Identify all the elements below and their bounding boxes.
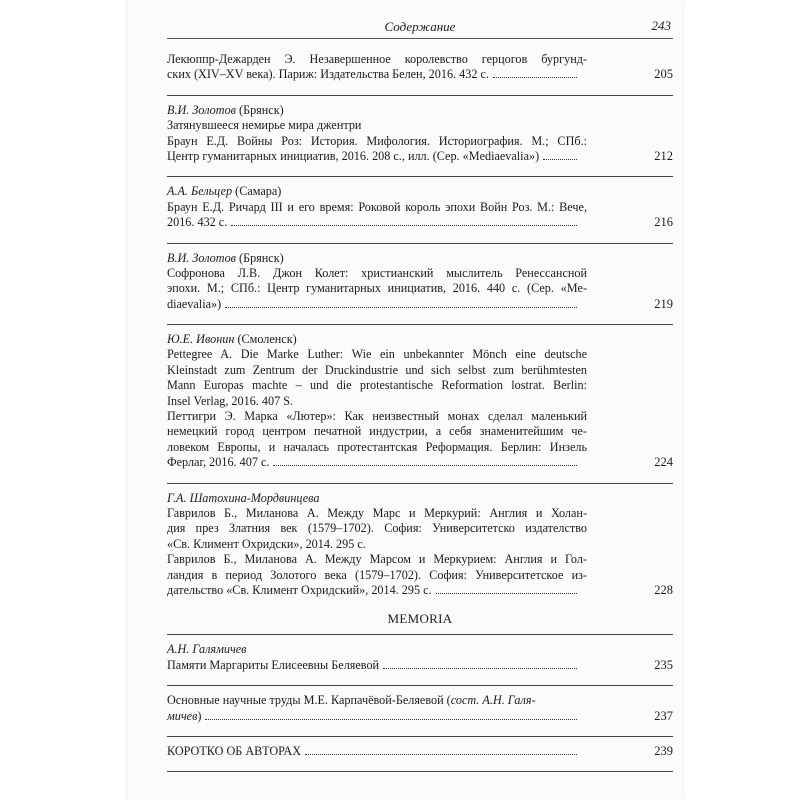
entry-title-line: ландия в период Золотого века (1579–1702). София: Университетское из- — [167, 567, 587, 582]
entry-page-ref[interactable]: 239 — [654, 743, 673, 758]
entry-divider — [167, 95, 673, 96]
entry-title-line: Браун Е.Д. Войны Роз: История. Мифология. Историография. М.; СПб.: — [167, 133, 587, 148]
entry-author: А.Н. Галямичев — [167, 642, 247, 657]
toc-entry — [167, 744, 673, 765]
entry-title-line: Памяти Маргариты Елисеевны Беляевой 235 — [167, 657, 673, 672]
entry-city: (Смоленск) — [237, 332, 297, 347]
entry-divider — [167, 634, 673, 635]
toc-entry — [167, 642, 673, 679]
entry-page-ref[interactable]: 205 — [654, 67, 673, 82]
entry-title-line: Mann Europas machte – und die protestantische Reformation lostrat. Berlin: — [167, 378, 587, 393]
entry-divider — [167, 483, 673, 484]
entry-title-line: Софронова Л.В. Джон Колет: христианский мыслитель Ренессансной — [167, 265, 587, 280]
entry-author-line — [167, 332, 673, 347]
entry-author: А.А. Бельцер — [167, 184, 233, 199]
entry-title-line: дия през Златния век (1579–1702). София: Университетско издателство — [167, 521, 587, 536]
book-page — [128, 0, 682, 800]
entry-title-line: 2016. 432 с. 216 — [167, 215, 673, 230]
entry-title-line: Затянувшееся немирье мира джентри — [167, 118, 362, 133]
entry-page-ref[interactable]: 224 — [654, 455, 673, 470]
toc-entry — [167, 332, 673, 477]
entry-title-line: Лекюппр-Дежарден Э. Незавершенное королевство герцогов бургунд- — [167, 52, 587, 66]
toc-entry — [167, 184, 673, 236]
entry-page-ref[interactable]: 228 — [654, 582, 673, 597]
entry-divider — [167, 324, 673, 325]
entry-divider — [167, 176, 673, 177]
entry-author: В.И. Золотов — [167, 102, 236, 117]
running-header — [167, 10, 673, 39]
entry-author-line — [167, 103, 673, 118]
entry-city: (Брянск) — [239, 102, 284, 117]
entry-page-ref[interactable]: 235 — [654, 657, 673, 672]
toc-entry — [167, 103, 673, 171]
entry-title-line: Петтигри Э. Марка «Лютер»: Как неизвестный монах сделал маленький — [167, 409, 587, 424]
entry-title-line: Ферлаг, 2016. 407 с. 224 — [167, 455, 673, 470]
entry-divider — [167, 736, 673, 737]
entry-page-ref[interactable]: 219 — [654, 296, 673, 311]
entry-author: Г.А. Шатохина-Мордвинцева — [167, 490, 320, 505]
entry-title-line: Гаврилов Б., Миланова А. Между Марс и Меркурий: Англия и Холан- — [167, 505, 587, 520]
entry-title-line: Kleinstadt zum Zentrum der Druckindustrie und sich selbst zum berühmtesten — [167, 362, 587, 377]
entry-page-ref[interactable]: 212 — [654, 148, 673, 163]
entry-title-line: Основные научные труды М.Е. Карпачёвой-Беляевой (сост. А.Н. Галя- — [167, 693, 536, 708]
entry-title-line: эпохи. М.; СПб.: Центр гуманитарных инициатив, 2016. 440 с. (Сер. «Me- — [167, 281, 587, 296]
entry-page-ref[interactable]: 237 — [654, 708, 673, 723]
entry-title-line: ских (XIV–XV века). Париж: Издательства Белен, 2016. 432 с. 205 — [167, 67, 673, 82]
entry-author-line — [167, 642, 673, 657]
entry-title-line: Гаврилов Б., Миланова А. Между Марсом и Меркурием: Англия и Гол- — [167, 552, 587, 567]
toc-entry — [167, 491, 673, 605]
toc-entry — [167, 52, 673, 89]
authors-section-title: КОРОТКО ОБ АВТОРАХ — [167, 743, 301, 758]
entry-title-line: Pettegree A. Die Marke Luther: Wie ein unbekannter Mönch eine deutsche — [167, 347, 587, 362]
entry-author-line — [167, 184, 673, 199]
entry-title-line: ловеком Европы, и началась протестантская Реформация. Берлин: Инзель — [167, 439, 587, 454]
section-heading-memoria: MEMORIA — [387, 611, 453, 627]
entry-city: (Брянск) — [239, 250, 284, 265]
entry-title-line: diaevalia») 219 — [167, 296, 673, 311]
table-of-contents — [167, 52, 673, 779]
page-number: 243 — [651, 18, 671, 33]
toc-entry — [167, 251, 673, 319]
entry-divider — [167, 685, 673, 686]
entry-divider — [167, 771, 673, 772]
entry-author: В.И. Золотов — [167, 250, 236, 265]
running-header-title: Содержание — [384, 19, 456, 34]
entry-title-line: дательство «Св. Климент Охридский», 2014. 295 с. 228 — [167, 582, 673, 597]
toc-entry — [167, 693, 673, 730]
entry-author: Ю.Е. Ивонин — [167, 332, 235, 347]
entry-title-line: немецкий город центром печатной индустрии, а себя знаменитейшим че- — [167, 424, 587, 439]
entry-title-line: Браун Е.Д. Ричард III и его время: Роковой король эпохи Войн Роз. М.: Вече, — [167, 199, 587, 214]
entry-author-line — [167, 491, 673, 506]
entry-author-line — [167, 251, 673, 266]
entry-title-line: Центр гуманитарных инициатив, 2016. 208 с., илл. (Сер. «Mediaevalia») 212 — [167, 148, 673, 163]
entry-title-line: мичев) 237 — [167, 708, 673, 723]
entry-divider — [167, 243, 673, 244]
entry-city: (Самара) — [235, 184, 282, 199]
entry-title-line — [167, 744, 673, 759]
entry-title-line: Insel Verlag, 2016. 407 S. — [167, 393, 294, 408]
entry-page-ref[interactable]: 216 — [654, 215, 673, 230]
entry-title-line: «Св. Климент Охридски», 2014. 295 с. — [167, 536, 366, 551]
